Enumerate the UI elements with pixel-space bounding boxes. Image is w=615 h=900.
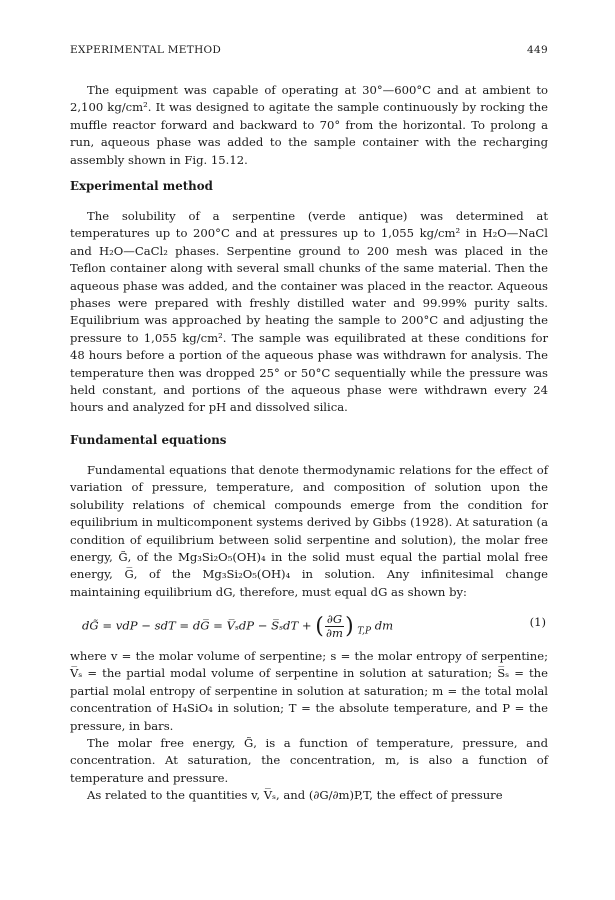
fundamental-paragraph: Fundamental equations that denote thermodynamic relations for the effect of variation of pressure, temperature, and composition of solution upon the solubility relations of chemical compounds emerge from the condition for equilibrium in multicomponent systems derived by Gibbs (1928). At saturation (a condition of equilibrium between solid serpentine and solution), the molar free energy, G̃, of the Mg₃Si₂O₅(OH)₄ in the solid must equal the partial molal free energy, G̅, of the Mg₃Si₂O₅(OH)₄ in solution. Any infinitesimal change maintaining equilibrium dG, therefore, must equal dG as shown by: xyxy=(70,463,548,599)
equation-lhs: dG̃ = vdP − sdT = dG̅ = V̅ₛdP − S̅ₛdT + xyxy=(82,618,312,633)
experimental-method-section xyxy=(70,178,548,417)
running-header xyxy=(70,44,548,56)
frac-numerator: ∂G xyxy=(326,612,343,626)
last-paragraph: As related to the quantities v, V̅ₛ, and (∂G/∂m)P,T, the effect of pressure xyxy=(87,788,503,803)
partial-derivative xyxy=(325,613,344,640)
open-paren: ( xyxy=(315,614,324,639)
running-header-title: EXPERIMENTAL METHOD xyxy=(70,44,222,56)
where-paragraph: where v = the molar volume of serpentine; s = the molar entropy of serpentine; V̅ₛ = the partial modal volume of serpentine in solution at saturation; S̅ₛ = the partial molal entropy of serpentine in solution at saturation; m = the total molal concentration of H₄SiO₄ in solution; T = the absolute temperature, and P = the pressure, in bars. xyxy=(70,649,548,733)
equation-1 xyxy=(70,604,548,640)
definitions-block xyxy=(70,648,548,805)
experimental-paragraph: The solubility of a serpentine (verde antique) was determined at temperatures up to 200°C and at pressures up to 1,055 kg/cm² in H₂O—NaCl and H₂O—CaCl₂ phases. Serpentine ground to 200 mesh was placed in the Teflon container along with several small chunks of the same material. Then the aqueous phase was added, and the container was placed in the reactor. Aqueous phases were prepared with freshly distilled water and 99.99% purity salts. Equilibrium was approached by heating the sample to 200°C and adjusting the pressure to 1,055 kg/cm². The sample was equilibrated at these conditions for 48 hours before a portion of the aqueous phase was withdrawn for analysis. The temperature then was dropped 25° or 50°C sequentially while the pressure was held constant, and portions of the aqueous phase were withdrawn every 24 hours and analyzed for pH and dissolved silica. xyxy=(70,209,548,415)
section-heading-fundamental: Fundamental equations xyxy=(70,433,227,447)
equation-number: (1) xyxy=(529,615,546,629)
fundamental-equations-section xyxy=(70,432,548,601)
page-number: 449 xyxy=(527,44,548,56)
equation-tail: dm xyxy=(374,618,394,633)
free-energy-paragraph: The molar free energy, G̃, is a function of temperature, pressure, and concentration. At saturation, the concentration, m, is also a function of temperature and pressure. xyxy=(70,736,548,785)
close-paren: ) xyxy=(345,614,354,639)
intro-block xyxy=(70,82,548,169)
intro-paragraph: The equipment was capable of operating at 30°—600°C and at ambient to 2,100 kg/cm². It was designed to agitate the sample continuously by rocking the muffle reactor forward and backward to 70° from the horizontal. To prolong a run, aqueous phase was added to the sample container with the recharging assembly shown in Fig. 15.12. xyxy=(70,83,548,167)
frac-denominator: ∂m xyxy=(325,626,343,640)
section-heading-experimental: Experimental method xyxy=(70,179,213,193)
equation-body xyxy=(82,613,393,640)
equation-subscript: T,P xyxy=(357,626,372,637)
